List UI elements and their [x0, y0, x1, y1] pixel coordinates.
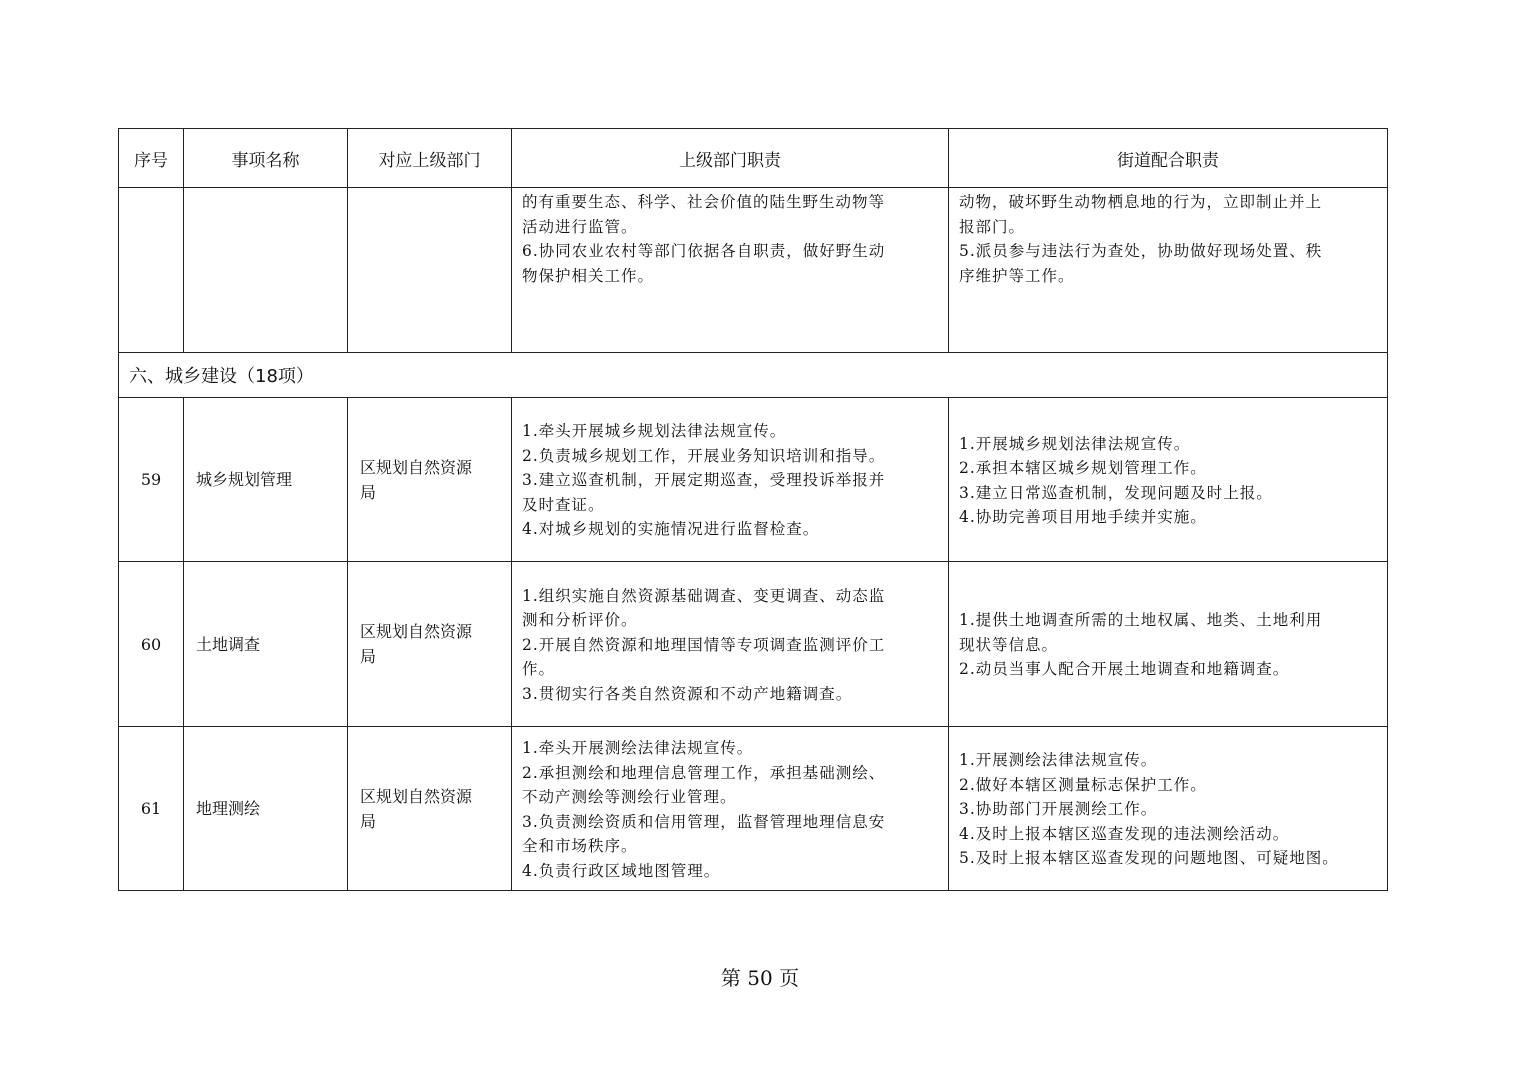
cell-no: 59 [119, 398, 184, 562]
text-line: 4.协助完善项目用地手续并实施。 [959, 508, 1207, 526]
text-line: 3.建立日常巡查机制，发现问题及时上报。 [959, 483, 1273, 502]
text-line: 5.派员参与违法行为查处，协助做好现场处置、秩 [959, 242, 1323, 260]
header-upper-dept: 对应上级部门 [348, 129, 512, 188]
text-line: 3.贯彻实行各类自然资源和不动产地籍调查。 [522, 684, 853, 703]
text-line: 2.做好本辖区测量标志保护工作。 [959, 775, 1207, 794]
table-header-row [119, 129, 1388, 188]
header-street-duty: 街道配合职责 [949, 129, 1388, 188]
text-line: 2.承担测绘和地理信息管理工作，承担基础测绘、 [522, 763, 886, 782]
text-line: 局 [360, 811, 377, 831]
text-line: 动物，破坏野生动物栖息地的行为，立即制止并上 [959, 193, 1323, 211]
text-line: 1.开展城乡规划法律法规宣传。 [959, 434, 1191, 453]
page-number: 第 50 页 [720, 966, 800, 990]
text-line: 现状等信息。 [959, 635, 1059, 654]
text-line: 不动产测绘等测绘行业管理。 [522, 788, 737, 806]
cell-item-name: 地理测绘 [184, 727, 348, 891]
text-line: 1.牵头开展测绘法律法规宣传。 [522, 739, 754, 757]
text-line: 4.及时上报本辖区巡查发现的违法测绘活动。 [959, 824, 1290, 843]
cell-upper-dept [348, 727, 512, 891]
section-row [119, 353, 1388, 398]
text-line: 2.动员当事人配合开展土地调查和地籍调查。 [959, 660, 1290, 679]
text-line: 全和市场秩序。 [522, 837, 638, 855]
text-line: 4.对城乡规划的实施情况进行监督检查。 [522, 520, 820, 539]
text-line: 报部门。 [959, 217, 1026, 236]
table-row [119, 562, 1388, 727]
text-line: 区规划自然资源 [360, 457, 473, 477]
cell-no: 60 [119, 562, 184, 727]
header-no: 序号 [119, 129, 184, 188]
header-item-name: 事项名称 [184, 129, 348, 188]
text-line: 1.开展测绘法律法规宣传。 [959, 751, 1158, 770]
text-line: 1.提供土地调查所需的土地权属、地类、土地利用 [959, 611, 1323, 630]
text-line: 活动进行监管。 [522, 217, 638, 236]
text-line: 2.负责城乡规划工作，开展业务知识培训和指导。 [522, 446, 886, 465]
table-row [119, 398, 1388, 562]
text-line: 局 [360, 647, 377, 666]
text-line: 4.负责行政区域地图管理。 [522, 861, 721, 880]
header-upper-duty: 上级部门职责 [512, 129, 949, 188]
cell-street-duty [949, 562, 1388, 727]
cell-upper-dept [348, 562, 512, 727]
cell-upper-duty [512, 562, 949, 727]
cell-street-duty [949, 188, 1388, 353]
cell-item-name: 城乡规划管理 [184, 398, 348, 562]
cell-upper-dept [348, 188, 512, 353]
cell-upper-duty [512, 188, 949, 353]
cell-no [119, 188, 184, 353]
responsibility-table [118, 128, 1388, 891]
text-line: 的有重要生态、科学、社会价值的陆生野生动物等 [522, 193, 886, 211]
text-line: 5.及时上报本辖区巡查发现的问题地图、可疑地图。 [959, 849, 1339, 868]
cell-item-name [184, 188, 348, 353]
cell-street-duty [949, 727, 1388, 891]
text-line: 区规划自然资源 [360, 786, 473, 806]
text-line: 作。 [522, 660, 556, 679]
text-line: 3.负责测绘资质和信用管理，监督管理地理信息安 [522, 812, 886, 831]
cell-upper-duty [512, 727, 949, 891]
table-row [119, 727, 1388, 891]
text-line: 测和分析评价。 [522, 611, 638, 630]
table-row-continuation [119, 188, 1388, 353]
text-line: 2.开展自然资源和地理国情等专项调查监测评价工 [522, 635, 886, 654]
text-line: 3.建立巡查机制，开展定期巡查，受理投诉举报并 [522, 471, 886, 490]
cell-upper-dept [348, 398, 512, 562]
section-title: 六、城乡建设（18项） [119, 353, 1388, 398]
cell-no: 61 [119, 727, 184, 891]
text-line: 2.承担本辖区城乡规划管理工作。 [959, 459, 1207, 477]
text-line: 物保护相关工作。 [522, 266, 655, 285]
text-line: 区规划自然资源 [360, 622, 473, 641]
text-line: 1.牵头开展城乡规划法律法规宣传。 [522, 422, 787, 441]
text-line: 局 [360, 482, 377, 502]
text-line: 及时查证。 [522, 495, 605, 514]
text-line: 3.协助部门开展测绘工作。 [959, 800, 1158, 819]
text-line: 6.协同农业农村等部门依据各自职责，做好野生动 [522, 242, 886, 260]
text-line: 1.组织实施自然资源基础调查、变更调查、动态监 [522, 586, 886, 605]
cell-street-duty [949, 398, 1388, 562]
cell-item-name: 土地调查 [184, 562, 348, 727]
cell-upper-duty [512, 398, 949, 562]
text-line: 序维护等工作。 [959, 266, 1075, 285]
